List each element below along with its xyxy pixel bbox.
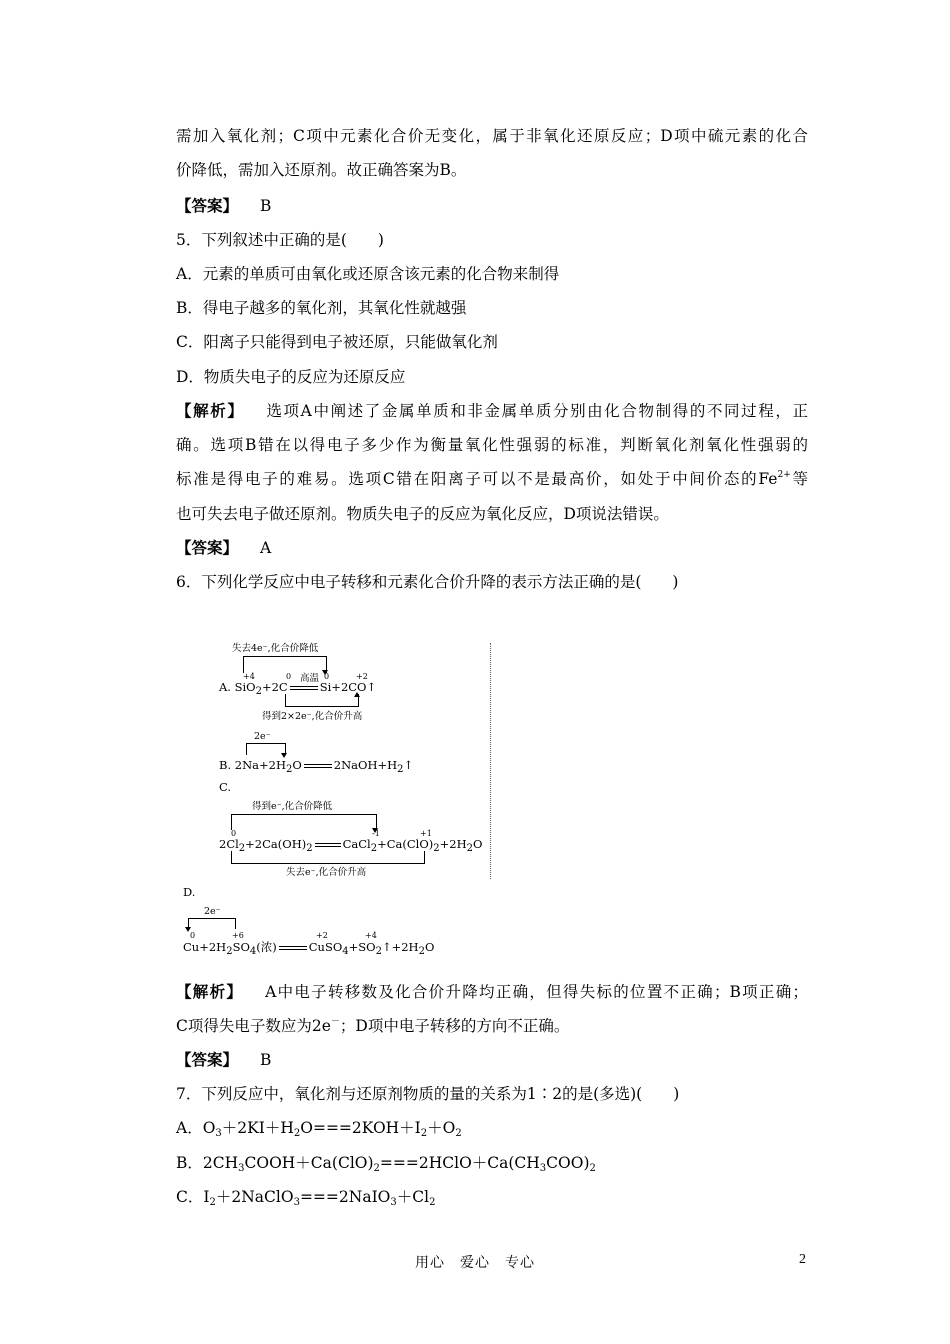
formula: COOH＋Ca(ClO) (244, 1154, 374, 1172)
formula: ===2HClO＋Ca(CH (379, 1154, 540, 1172)
page-footer: 用心 爱心 专心 (415, 1255, 535, 1271)
formula: ===2NaIO (299, 1188, 391, 1206)
subscript: 3 (539, 1163, 547, 1174)
formula: CuSO (308, 940, 343, 954)
analysis-text: ；D项中电子转移的方向不正确。 (339, 1017, 570, 1035)
q5-option-b: B．得电子越多的氧化剂，其氧化性就越强 (176, 299, 467, 317)
subscript: 4 (249, 946, 257, 957)
subscript: 2 (209, 1197, 216, 1208)
equals-sign (290, 686, 318, 690)
analysis-text: 等 (790, 470, 808, 488)
formula: O (292, 758, 302, 772)
analysis-text: 标准是得电子的难易。选项C错在阳离子可以不是最高价，如处于中间价态的Fe (176, 470, 778, 488)
formula: CaCl (342, 837, 371, 851)
oxidation-state: +2 (356, 672, 368, 681)
answer-line (176, 1050, 271, 1070)
formula: C．I (176, 1188, 210, 1206)
oxidation-state: -1 (372, 829, 380, 838)
transfer-bracket (231, 814, 377, 830)
answer-line (176, 196, 271, 216)
formula: +2H (439, 837, 467, 851)
charge-sup: － (330, 1017, 340, 1027)
q5-analysis-line: 也可失去电子做还原剂。物质失电子的反应为氧化反应，D项说法错误。 (176, 505, 669, 523)
reaction-condition: 高温 (300, 673, 320, 684)
analysis-tag: 【解析】 (176, 982, 244, 1001)
formula: ＋Cl (396, 1188, 430, 1206)
subscript: 2 (433, 843, 440, 854)
subscript: 3 (293, 1197, 300, 1208)
text-line: 需加入氧化剂；C项中元素化合价无变化，属于非氧化还原反应；D项中硫元素的化合 (176, 127, 808, 145)
electron-transfer-label: 2e⁻ (204, 906, 221, 917)
electron-transfer-label: 失去4e⁻,化合价降低 (232, 643, 319, 654)
equation-b (219, 758, 414, 775)
subscript: 2 (285, 764, 293, 775)
transfer-bracket (285, 694, 359, 707)
answer-value: A (260, 539, 272, 557)
answer-tag: 【答案】 (176, 1050, 239, 1069)
subscript: 2 (306, 843, 313, 854)
q6-analysis-line (176, 1016, 569, 1036)
q6-analysis (176, 982, 808, 1002)
transfer-bracket (188, 918, 236, 929)
q5-option-d: D．物质失电子的反应为还原反应 (176, 368, 406, 386)
subscript: 2 (418, 946, 425, 957)
subscript: 2 (373, 1163, 380, 1174)
subscript: 3 (215, 1128, 222, 1139)
formula: ↑ (403, 758, 414, 772)
q7-option-a (176, 1118, 462, 1138)
q7-option-c (176, 1187, 435, 1207)
answer-line (176, 538, 271, 558)
formula: ↑+2H (381, 940, 419, 954)
option-label: A. (219, 680, 231, 694)
page-number: 2 (799, 1252, 806, 1267)
question-7-stem: 7．下列反应中，氧化剂与还原剂物质的量的关系为1∶2的是(多选)( ) (176, 1085, 680, 1103)
formula: O (424, 940, 435, 954)
option-label: C. (219, 780, 232, 794)
oxidation-state: +4 (243, 672, 255, 681)
subscript: 2 (589, 1163, 596, 1174)
subscript: 2 (375, 946, 382, 957)
answer-value: B (260, 197, 272, 215)
option-label: D. (183, 885, 196, 899)
analysis-text: 选项A中阐述了金属单质和非金属单质分别由化合物制得的不同过程，正 (266, 402, 808, 420)
subscript: 2 (370, 843, 378, 854)
analysis-text: C项得失电子数应为2e (176, 1017, 331, 1035)
formula: COO) (546, 1154, 590, 1172)
formula: (浓) (256, 940, 277, 954)
q5-option-c: C．阳离子只能得到电子被还原，只能做氧化剂 (176, 333, 498, 351)
equals-sign (304, 764, 332, 768)
formula: ＋2KI＋H (221, 1119, 294, 1137)
arrow-icon (354, 692, 360, 697)
oxidation-state: +1 (420, 829, 432, 838)
oxidation-state: 0 (286, 672, 292, 681)
oxidation-state: +2 (316, 931, 328, 940)
transfer-bracket (231, 851, 425, 864)
formula: A．O (176, 1119, 216, 1137)
text-line: 价降低，需加入还原剂。故正确答案为B。 (176, 161, 467, 179)
q5-option-a: A．元素的单质可由氧化或还原含该元素的化合物来制得 (176, 265, 560, 283)
formula: O (473, 837, 483, 851)
subscript: 2 (238, 843, 246, 854)
formula: +Ca(ClO) (377, 837, 434, 851)
answer-value: B (260, 1051, 272, 1069)
formula: O===2KOH＋I (300, 1119, 421, 1137)
formula: 2NaOH+H (333, 758, 398, 772)
q5-analysis-line (176, 469, 808, 489)
oxidation-state: 0 (190, 931, 196, 940)
divider-line (490, 643, 491, 879)
formula: B．2CH (176, 1154, 239, 1172)
option-label: B. (219, 758, 232, 772)
equation-d (183, 940, 435, 957)
formula: SO (232, 940, 250, 954)
q5-analysis-line: 确。选项B错在以得电子多少作为衡量氧化性强弱的标准，判断氧化剂氧化性强弱的 (176, 436, 808, 454)
transfer-bracket (243, 656, 327, 673)
charge-sup: 2+ (777, 470, 791, 480)
formula: Cu+2H (183, 940, 227, 954)
formula: Si+2CO↑ (319, 680, 377, 694)
analysis-tag: 【解析】 (176, 401, 245, 420)
subscript: 2 (429, 1197, 436, 1208)
oxidation-state: +4 (365, 931, 377, 940)
oxidation-state: 0 (324, 672, 330, 681)
transfer-bracket (246, 743, 286, 755)
analysis-text: A中电子转移数及化合价升降均正确，但得失标的位置不正确；B项正确； (265, 983, 808, 1001)
subscript: 2 (293, 1128, 301, 1139)
equals-sign (315, 843, 341, 847)
subscript: 4 (342, 946, 349, 957)
subscript: 2 (397, 764, 404, 775)
electron-transfer-label: 得到e⁻,化合价降低 (252, 801, 333, 812)
formula: +2Ca(OH) (245, 837, 307, 851)
subscript: 3 (390, 1197, 397, 1208)
formula: ＋O (427, 1119, 456, 1137)
oxidation-state: +6 (232, 931, 244, 940)
formula: +SO (348, 940, 376, 954)
subscript: 2 (226, 946, 233, 957)
subscript: 2 (255, 686, 262, 697)
q5-analysis (176, 401, 808, 421)
electron-transfer-label: 得到2×2e⁻,化合价升高 (262, 711, 363, 722)
equals-sign (279, 946, 307, 950)
question-6-stem: 6．下列化学反应中电子转移和元素化合价升降的表示方法正确的是( ) (176, 573, 679, 591)
formula: 2Na+2H (234, 758, 286, 772)
answer-tag: 【答案】 (176, 538, 239, 557)
subscript: 3 (238, 1163, 245, 1174)
answer-tag: 【答案】 (176, 196, 239, 215)
formula: ＋2NaClO (215, 1188, 294, 1206)
oxidation-state: 0 (231, 829, 237, 838)
equation-a (219, 680, 377, 697)
q7-option-b (176, 1153, 596, 1173)
electron-transfer-label: 失去e⁻,化合价升高 (286, 867, 367, 878)
question-5-stem: 5．下列叙述中正确的是( ) (176, 231, 384, 249)
formula: SiO (234, 680, 256, 694)
formula: +2C (261, 680, 288, 694)
subscript: 2 (420, 1128, 428, 1139)
electron-transfer-label: 2e⁻ (254, 731, 271, 742)
equation-c (219, 837, 483, 854)
subscript: 2 (455, 1128, 462, 1139)
subscript: 2 (466, 843, 474, 854)
formula: 2Cl (219, 837, 239, 851)
